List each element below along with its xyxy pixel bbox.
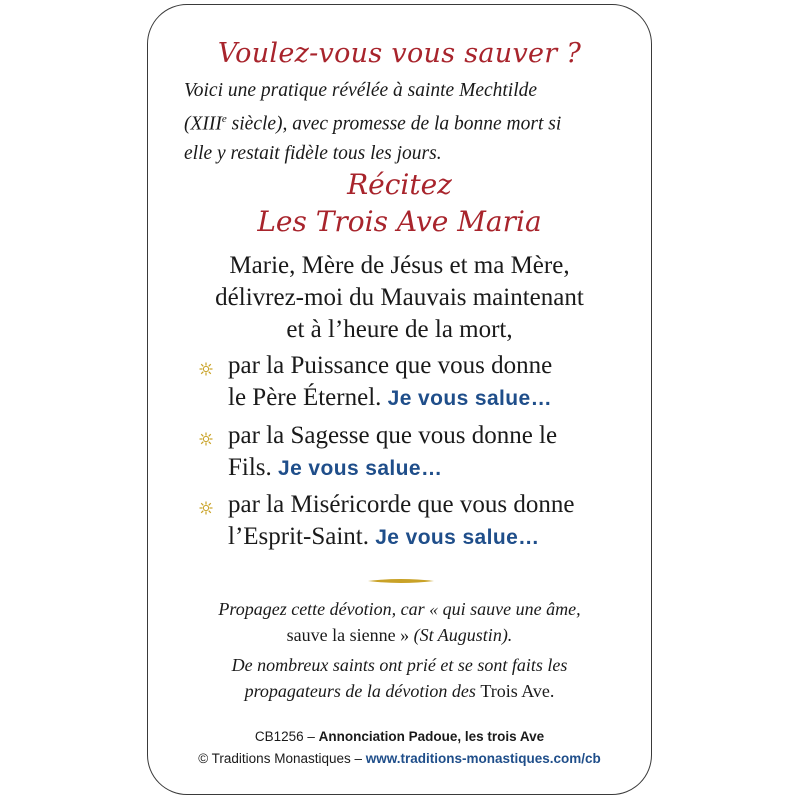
- je-vous-salue-3: Je vous salue…: [375, 526, 540, 549]
- intro-line-2-rest: siècle), avec promesse de la bonne mort si: [226, 113, 562, 135]
- note-line-3: De nombreux saints ont prié et se sont faits les: [231, 655, 568, 675]
- note-line-1: Propagez cette dévotion, car « qui sauve une âme,: [218, 599, 581, 619]
- prayer-line-3: et à l’heure de la mort,: [286, 316, 513, 343]
- note-line-4-text: propagateurs de la dévotion des: [244, 681, 481, 701]
- intro-century-sup: e: [221, 113, 227, 125]
- note-line-4: [147, 678, 652, 704]
- invocation-1-line-1: par la Puissance que vous donne: [228, 352, 553, 379]
- note-attribution: (St Augustin).: [413, 625, 513, 645]
- invocation-1-text: le Père Éternel.: [228, 384, 382, 411]
- invocation-2-text: Fils.: [228, 454, 272, 481]
- prayer-line-1: Marie, Mère de Jésus et ma Mère,: [229, 252, 570, 279]
- invocation-2-line-1: par la Sagesse que vous donne le: [228, 422, 558, 449]
- prayer-line-2: délivrez-moi du Mauvais maintenant: [215, 284, 584, 311]
- sun-bullet-icon: [199, 362, 213, 376]
- note-trois-ave: Trois Ave.: [480, 681, 555, 701]
- sun-bullet-icon: [199, 501, 213, 515]
- note-line-2: [147, 622, 652, 648]
- note-quote-end: sauve la sienne »: [286, 625, 414, 645]
- invocation-3-line-2: [228, 521, 540, 554]
- intro-line-2: [184, 105, 624, 139]
- je-vous-salue-1: Je vous salue…: [387, 387, 552, 410]
- footer-copyright: [147, 751, 652, 766]
- invocation-3-text: l’Esprit-Saint.: [228, 523, 369, 550]
- heading-line-1: Récitez: [347, 168, 452, 201]
- intro-text: [184, 76, 624, 168]
- invocation-1-line-2: [228, 382, 552, 415]
- intro-line-3: elle y restait fidèle tous les jours.: [184, 142, 442, 164]
- copyright-text: © Traditions Monastiques –: [198, 751, 366, 766]
- intro-line-1: Voici une pratique révélée à sainte Mechtilde: [184, 80, 538, 101]
- invocation-2-line-2: [228, 452, 442, 485]
- invocation-3-line-1: par la Miséricorde que vous donne: [228, 491, 575, 518]
- footer-product: [147, 729, 652, 744]
- sun-bullet-icon: [199, 432, 213, 446]
- website-link[interactable]: www.traditions-monastiques.com/cb: [365, 751, 601, 766]
- ornament-divider-icon: [366, 576, 436, 586]
- product-code: CB1256 –: [254, 729, 319, 744]
- product-name: Annonciation Padoue, les trois Ave: [318, 729, 545, 744]
- heading-line-2: Les Trois Ave Maria: [257, 205, 542, 238]
- card-title: Voulez-vous vous sauver ?: [217, 38, 582, 69]
- intro-century: (XIII: [184, 113, 222, 135]
- je-vous-salue-2: Je vous salue…: [278, 457, 443, 480]
